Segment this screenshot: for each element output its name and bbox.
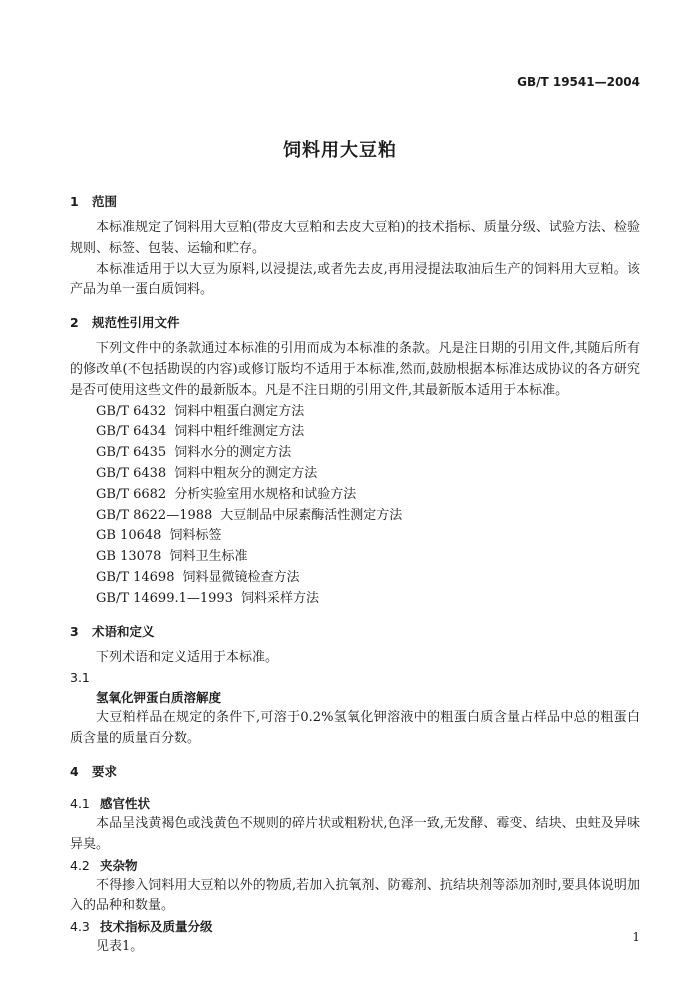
section-number: 2: [70, 315, 79, 331]
paragraph: 见表1。: [96, 939, 144, 955]
subsection-number: 4.1: [70, 795, 90, 811]
reference-title: 饲料卫生标准: [169, 549, 248, 565]
term-name: 氢氧化钾蛋白质溶解度: [96, 690, 222, 706]
reference-title: 饲料标签: [169, 528, 222, 544]
reference-code: GB/T 14699.1—1993: [96, 590, 233, 606]
list-item: [96, 422, 640, 443]
reference-code: GB/T 6435: [96, 445, 167, 461]
term-number: 3.1: [70, 670, 90, 686]
term-definition: 大豆粕样品在规定的条件下,可溶于0.2%氢氧化钾溶液中的粗蛋白质含量占样品中总的粗蛋白质含量的质量百分数。: [70, 710, 640, 747]
document-body: [70, 192, 640, 958]
subsection-title: 夹杂物: [100, 857, 138, 873]
standard-code: GB/T 19541—2004: [517, 75, 640, 89]
reference-title: 大豆制品中尿素酶活性测定方法: [220, 507, 403, 523]
list-item: [96, 464, 640, 485]
subsection-title: 技术指标及质量分级: [100, 919, 213, 935]
section-number: 3: [70, 623, 79, 639]
reference-code: GB/T 6432: [96, 403, 167, 419]
page-number: 1: [632, 929, 640, 944]
reference-code: GB/T 6438: [96, 465, 167, 481]
list-item: [96, 568, 640, 589]
section-title: 术语和定义: [92, 623, 155, 639]
section-title: 范围: [92, 194, 118, 209]
section-number: 4: [70, 763, 79, 779]
reference-title: 饲料采样方法: [240, 590, 319, 606]
list-item: [96, 547, 640, 568]
reference-code: GB/T 14698: [96, 569, 175, 585]
reference-title: 分析实验室用水规格和试验方法: [174, 486, 357, 502]
reference-title: 饲料中粗灰分的测定方法: [174, 465, 318, 481]
subsection-heading: [70, 794, 640, 814]
reference-code: GB/T 6434: [96, 424, 167, 440]
section-heading-requirements: [70, 762, 640, 782]
list-item: [96, 443, 640, 464]
reference-title: 饲料水分的测定方法: [174, 445, 292, 461]
list-item: [96, 485, 640, 506]
section-heading-scope: [70, 192, 640, 212]
section-number: 1: [70, 194, 79, 209]
paragraph: 下列文件中的条款通过本标准的引用而成为本标准的条款。凡是注日期的引用文件,其随后所有的修改单(不包括勘误的内容)或修订版均不适用于本标准,然而,鼓励根据本标准达成协议的各方研究是否可使用这些文件的最新版本。凡是不注日期的引用文件,其最新版本适用于本标准。: [70, 341, 640, 398]
reference-code: GB 13078: [96, 549, 162, 565]
reference-title: 饲料显微镜检查方法: [182, 569, 300, 585]
list-item: [96, 526, 640, 547]
section-title: 规范性引用文件: [92, 315, 180, 331]
subsection-number: 4.3: [70, 919, 90, 935]
page-title: 饲料用大豆粕: [283, 140, 397, 161]
list-item: [96, 402, 640, 423]
paragraph: 本品呈浅黄褐色或浅黄色不规则的碎片状或粗粉状,色泽一致,无发酵、霉变、结块、虫蛀及异味异臭。: [70, 815, 640, 852]
section-title: 要求: [92, 763, 118, 779]
list-item: [96, 506, 640, 527]
reference-title: 饲料中粗蛋白测定方法: [174, 403, 305, 419]
subsection-heading: [70, 856, 640, 876]
paragraph: 不得掺入饲料用大豆粕以外的物质,若加入抗氧剂、防霉剂、抗结块剂等添加剂时,要具体说明加入的品种和数量。: [70, 877, 640, 914]
paragraph: 下列术语和定义适用于本标准。: [96, 649, 279, 665]
paragraph: 本标准适用于以大豆为原料,以浸提法,或者先去皮,再用浸提法取油后生产的饲料用大豆粕。该产品为单一蛋白质饲料。: [70, 261, 640, 298]
reference-list: [70, 402, 640, 610]
subsection-heading: [70, 917, 640, 937]
list-item: [96, 589, 640, 610]
subsection-number: 4.2: [70, 857, 90, 873]
paragraph: 本标准规定了饲料用大豆粕(带皮大豆粕和去皮大豆粕)的技术指标、质量分级、试验方法、检验规则、标签、包装、运输和贮存。: [70, 220, 640, 256]
reference-code: GB/T 8622—1988: [96, 507, 213, 523]
reference-title: 饲料中粗纤维测定方法: [174, 424, 305, 440]
reference-code: GB/T 6682: [96, 486, 167, 502]
section-heading-refs: [70, 313, 640, 333]
section-heading-terms: [70, 622, 640, 642]
subsection-title: 感官性状: [100, 795, 151, 811]
reference-code: GB 10648: [96, 528, 162, 544]
